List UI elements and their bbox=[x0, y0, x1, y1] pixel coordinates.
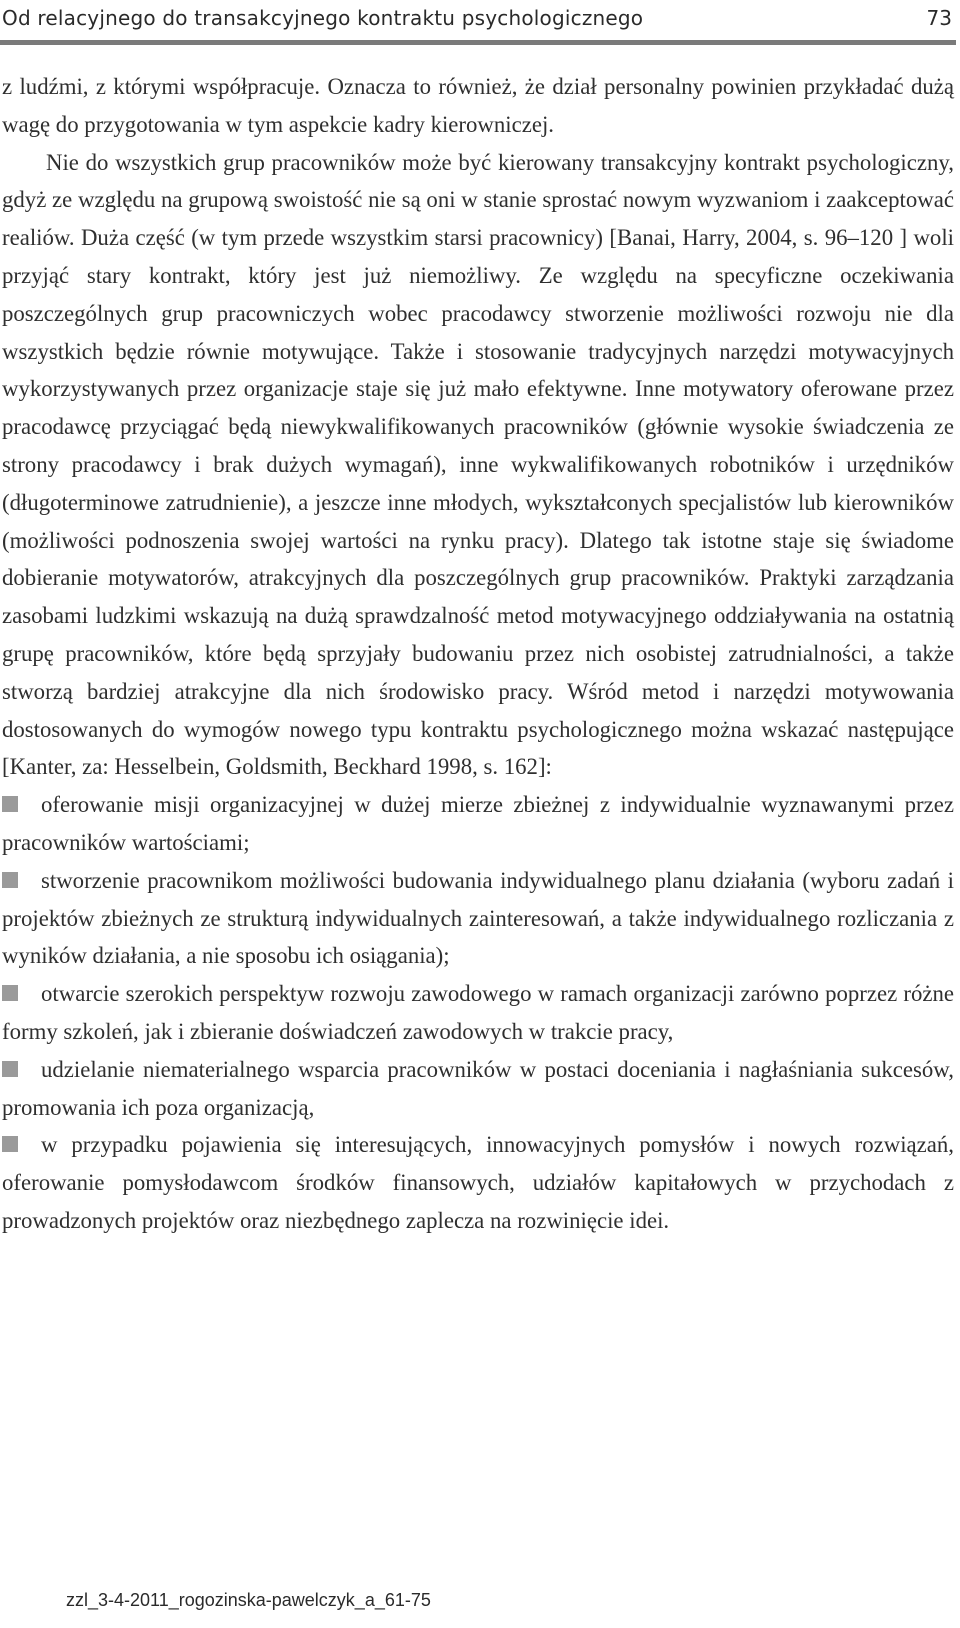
square-bullet-icon bbox=[2, 985, 18, 1001]
list-item-text: otwarcie szerokich perspektyw rozwoju zawodowego w ramach organizacji zarówno poprzez różne formy szkoleń, jak i zbieranie doświadczeń zawodowych w trakcie pracy, bbox=[2, 981, 954, 1044]
list-item-text: oferowanie misji organizacyjnej w dużej mierze zbieżnej z indywidualnie wyznawanymi przez pracowników wartościami; bbox=[2, 792, 954, 855]
page-number: 73 bbox=[926, 6, 952, 30]
list-item-text: stworzenie pracownikom możliwości budowania indywidualnego planu działania (wyboru zadań i projektów zbieżnych ze strukturą indywidualnych zainteresowań, a także indywidualnego rozliczania z wyników działania, a nie sposobu ich osiągania); bbox=[2, 867, 954, 969]
list-item-text: w przypadku pojawienia się interesujących, innowacyjnych pomysłów i nowych rozwiązań, oferowanie pomysłodawcom środków finansowych, udziałów kapitałowych w przychodach z prowadzonych projektów oraz niezbędnego zaplecza na rozwinięcie idei. bbox=[2, 1132, 954, 1233]
square-bullet-icon bbox=[2, 1061, 18, 1077]
paragraph-main: Nie do wszystkich grup pracowników może być kierowany transakcyjny kontrakt psychologiczny, gdyż ze względu na grupową swoistość nie są oni w stanie sprostać nowym wyzwaniom i zaakceptować realiów. Duża część (w tym przede wszystkim starsi pracownicy) [Banai, Harry, 2004, s. 96–120 ] woli przyjąć stary kontrakt, który jest już niemożliwy. Ze względu na specyficzne oczekiwania poszczególnych grup pracowniczych wobec pracodawcy stworzenie możliwości rozwoju nie dla wszystkich będzie równie motywujące. Także i stosowanie tradycyjnych narzędzi motywacyjnych wykorzystywanych przez organizacje staje się już mało efektywne. Inne motywatory oferowane przez pracodawcę przyciągać będą niewykwalifikowanych pracowników (głównie wysokie świadczenia ze strony pracodawcy i brak dużych wymagań), inne wykwalifikowanych robotników i urzędników (długoterminowe zatrudnienie), a jeszcze inne młodych, wykształconych specjalistów lub kierowników (możliwości podnoszenia swojej wartości na rynku pracy). Dlatego tak istotne staje się świadome dobieranie motywatorów, atrakcyjnych dla poszczególnych grup pracowników. Praktyki zarządzania zasobami ludzkimi wskazują na dużą sprawdzalność metod motywacyjnego oddziaływania na ostatnią grupę pracowników, które będą sprzyjały budowaniu przez nich osobistej zatrudnialności, a także stworzą bardziej atrakcyjne dla nich środowisko pracy. Wśród metod i narzędzi motywowania dostosowanych do wymogów nowego typu kontraktu psychologicznego można wskazać następujące [Kanter, za: Hesselbein, Goldsmith, Beckhard 1998, s. 162]: bbox=[2, 149, 954, 780]
list-item bbox=[2, 786, 954, 862]
square-bullet-icon bbox=[2, 1136, 18, 1152]
running-header bbox=[0, 0, 956, 36]
list-item-text: udzielanie niematerialnego wsparcia pracowników w postaci doceniania i nagłaśniania sukcesów, promowania ich poza organizacją, bbox=[2, 1056, 954, 1120]
running-title: Od relacyjnego do transakcyjnego kontraktu psychologicznego bbox=[2, 6, 644, 30]
list-item bbox=[2, 1051, 954, 1127]
header-rule bbox=[0, 40, 956, 45]
square-bullet-icon bbox=[2, 796, 18, 812]
paragraph-continued: z ludźmi, z którymi współpracuje. Oznacza to również, że dział personalny powinien przykładać dużą wagę do przygotowania w tym aspekcie kadry kierowniczej. bbox=[2, 74, 954, 137]
list-item bbox=[2, 1126, 954, 1239]
list-item bbox=[2, 862, 954, 975]
list-item bbox=[2, 975, 954, 1051]
footer-file-label: zzl_3-4-2011_rogozinska-pawelczyk_a_61-75 bbox=[66, 1590, 431, 1610]
body-text bbox=[2, 68, 954, 1240]
square-bullet-icon bbox=[2, 872, 18, 888]
